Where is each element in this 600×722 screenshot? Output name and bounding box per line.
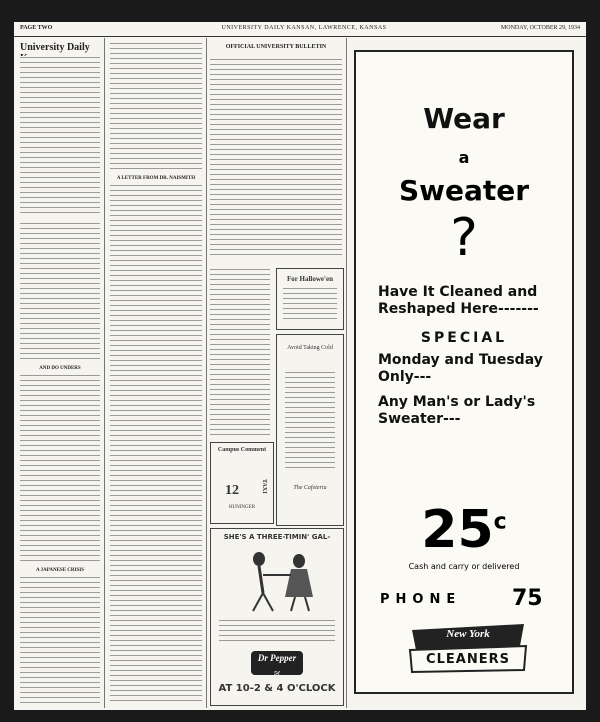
column-rule [206, 38, 207, 708]
halloween-text [283, 287, 337, 323]
cafeteria-name: The Cafeteria [293, 485, 327, 491]
halloween-ad [276, 268, 344, 330]
column-rule [104, 38, 105, 708]
dr-pepper-headline: SHE'S A THREE-TIMIN' GAL- [223, 533, 331, 541]
paper-title: UNIVERSITY DAILY KANSAN, LAWRENCE, KANSAS [221, 25, 387, 31]
ad-phone-number: 75 [512, 586, 543, 611]
letter-heading: A LETTER FROM DR. NAISMITH [116, 176, 196, 181]
taxi-company: HUNINGER [228, 505, 256, 510]
page-label: PAGE TWO [20, 25, 53, 31]
ad-headline-wear: Wear [423, 102, 505, 135]
ad-body-cleaned: Have It Cleaned and Reshaped Here------- [378, 284, 539, 317]
dr-pepper-times: AT 10-2 & 4 O'CLOCK [218, 683, 336, 694]
ad-headline-sweater: Sweater [398, 174, 530, 207]
editorial-heading: AND DO UNDERS [39, 366, 81, 371]
logo-line-cleaners: CLEANERS [426, 652, 510, 667]
column-rule [346, 38, 347, 708]
ad-price-cents: c [493, 509, 507, 535]
editorial-heading: A JAPANESE CRISIS [36, 568, 84, 573]
ad-question-mark: ? [450, 208, 478, 268]
ad-special: SPECIAL [420, 330, 508, 346]
cafeteria-text [285, 371, 335, 471]
ad-days: Monday and Tuesday Only--- [378, 352, 543, 385]
dr-pepper-price: 5¢ [274, 671, 280, 677]
ad-headline-a: a [458, 148, 470, 167]
dr-pepper-logo [251, 651, 303, 675]
sweater-cleaning-ad [354, 50, 574, 694]
halloween-title: For Hallowe'en [287, 275, 333, 283]
staff-listing [20, 56, 100, 216]
article-text [210, 268, 270, 438]
campus-comment-title: Campus Comment [217, 447, 267, 453]
taxi-ad [210, 442, 274, 524]
taxi-number: 12 [225, 483, 239, 498]
letter-text [110, 184, 202, 704]
masthead-title: University Daily [20, 42, 90, 53]
bulletin-title: OFFICIAL UNIVERSITY BULLETIN [225, 44, 327, 50]
ad-price-value: 25 [421, 500, 494, 560]
avoid-title: Avoid Taking Cold [287, 345, 333, 351]
newspaper-page [14, 22, 586, 710]
header-date: MONDAY, OCTOBER 29, 1934 [500, 25, 580, 31]
dr-pepper-text [219, 619, 335, 643]
dr-pepper-logo-text: Dr Pepper [257, 653, 297, 663]
bulletin-text [210, 58, 342, 258]
taxi-word: TAXI [261, 479, 267, 494]
article-text [110, 42, 202, 172]
cafeteria-ad [276, 334, 344, 526]
ad-phone-label: PHONE [380, 592, 462, 607]
editorial-text [20, 576, 100, 706]
editorial-text [20, 222, 100, 362]
logo-line-new-york: New York [446, 628, 490, 640]
ad-price [356, 500, 572, 560]
page-header [14, 22, 586, 37]
editorial-text [20, 374, 100, 564]
new-york-cleaners-logo [406, 620, 530, 674]
dr-pepper-ad [210, 528, 344, 706]
ad-cash-note: Cash and carry or delivered [408, 562, 520, 571]
dancing-couple-illustration [219, 545, 335, 615]
ad-any-sweater: Any Man's or Lady's Sweater--- [378, 394, 536, 427]
